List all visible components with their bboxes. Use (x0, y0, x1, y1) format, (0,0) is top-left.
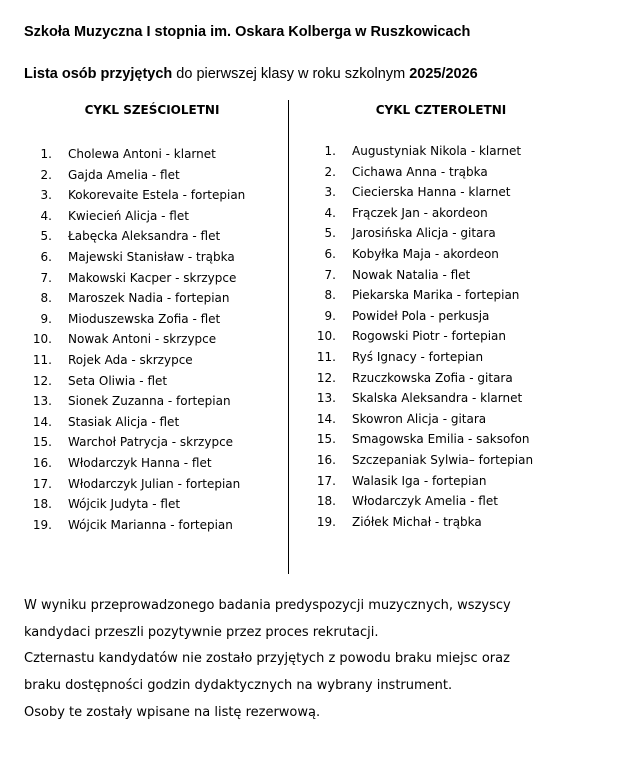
item-number: 2. (324, 164, 336, 179)
student-entry: Augustyniak Nikola - klarnet (352, 144, 522, 158)
list-item (314, 409, 533, 430)
student-entry: Ziółek Michał - trąbka (352, 514, 482, 529)
list-item (30, 226, 245, 247)
column-divider (288, 100, 289, 574)
note-line: Czternastu kandydatów nie zostało przyjętych z powodu braku miejsc oraz (24, 651, 510, 667)
list-item (314, 368, 533, 389)
item-number: 1. (324, 144, 336, 158)
list-item (30, 432, 245, 453)
list-item (30, 453, 245, 474)
student-entry: Włodarczyk Amelia - flet (352, 494, 498, 509)
list-item (30, 391, 245, 412)
list-item (314, 388, 533, 409)
student-entry: Wójcik Marianna - fortepian (68, 517, 233, 532)
list-item (30, 288, 245, 309)
list-item (314, 450, 533, 471)
list-item (30, 371, 245, 392)
student-entry: Wójcik Judyta - flet (68, 497, 181, 512)
student-entry: Szczepaniak Sylwia– fortepian (352, 452, 534, 467)
list-item (30, 185, 245, 206)
list-item (314, 244, 533, 265)
list-item (30, 309, 245, 330)
list-item (30, 206, 245, 227)
student-entry: Seta Oliwia - flet (68, 373, 168, 388)
student-entry: Piekarska Marika - fortepian (352, 288, 520, 303)
item-number: 3. (40, 188, 52, 203)
list-item (314, 306, 533, 327)
item-number: 7. (40, 270, 52, 285)
student-entry: Skalska Aleksandra - klarnet (352, 391, 523, 406)
document-title: Szkoła Muzyczna I stopnia im. Oskara Kolberga w Ruszkowicach (24, 24, 471, 40)
item-number: 1. (40, 147, 52, 161)
item-number: 13. (316, 391, 336, 406)
item-number: 12. (316, 370, 336, 385)
list-item (314, 182, 533, 203)
list-item (30, 268, 245, 289)
student-entry: Powideł Pola - perkusja (352, 308, 490, 323)
item-number: 14. (32, 414, 52, 429)
list-item (30, 329, 245, 350)
note-line: kandydaci przeszli pozytywnie przez proces rekrutacji. (24, 624, 379, 640)
item-number: 10. (32, 332, 52, 347)
list-item (314, 326, 533, 347)
student-entry: Mioduszewska Zofia - flet (68, 311, 221, 326)
item-number: 2. (40, 167, 52, 182)
item-number: 13. (32, 394, 52, 409)
subtitle-text: do pierwszej klasy w roku szkolnym (172, 66, 410, 82)
four-year-cycle-list (314, 141, 533, 532)
student-entry: Makowski Kacper - skrzypce (68, 270, 237, 285)
item-number: 18. (316, 494, 336, 509)
list-item (30, 144, 245, 165)
item-number: 5. (324, 226, 336, 241)
item-number: 14. (316, 411, 336, 426)
note-line: braku dostępności godzin dydaktycznych na wybrany instrument. (24, 678, 453, 694)
list-item (30, 165, 245, 186)
item-number: 15. (316, 432, 336, 447)
list-item (314, 491, 533, 512)
document-subtitle (24, 66, 478, 82)
list-item (314, 285, 533, 306)
list-item (30, 350, 245, 371)
student-entry: Majewski Stanisław - trąbka (68, 249, 235, 264)
item-number: 11. (32, 352, 52, 367)
item-number: 8. (40, 291, 52, 306)
list-item (314, 141, 533, 162)
student-entry: Smagowska Emilia - saksofon (352, 432, 530, 447)
list-item (30, 494, 245, 515)
student-entry: Rojek Ada - skrzypce (68, 352, 193, 367)
item-number: 15. (32, 435, 52, 450)
list-item (30, 515, 245, 536)
item-number: 7. (324, 267, 336, 282)
student-entry: Ciecierska Hanna - klarnet (352, 185, 511, 200)
student-entry: Walasik Iga - fortepian (352, 473, 487, 488)
list-item (314, 429, 533, 450)
six-year-cycle-list (30, 144, 245, 535)
list-item (314, 471, 533, 492)
item-number: 11. (316, 349, 336, 364)
item-number: 5. (40, 229, 52, 244)
student-entry: Nowak Antoni - skrzypce (68, 332, 217, 347)
student-entry: Ryś Ignacy - fortepian (352, 349, 484, 364)
student-entry: Kobyłka Maja - akordeon (352, 246, 499, 261)
subtitle-lead: Lista osób przyjętych (24, 66, 173, 82)
list-item (314, 223, 533, 244)
item-number: 3. (324, 185, 336, 200)
item-number: 16. (32, 455, 52, 470)
school-year: 2025/2026 (409, 66, 478, 82)
item-number: 17. (32, 476, 52, 491)
student-entry: Frączek Jan - akordeon (352, 205, 488, 220)
student-entry: Maroszek Nadia - fortepian (68, 291, 230, 306)
item-number: 18. (32, 497, 52, 512)
item-number: 8. (324, 288, 336, 303)
item-number: 4. (324, 205, 336, 220)
student-entry: Cholewa Antoni - klarnet (68, 147, 216, 161)
note-line: W wyniku przeprowadzonego badania predyspozycji muzycznych, wszyscy (24, 598, 511, 613)
item-number: 19. (316, 514, 336, 529)
student-entry: Sionek Zuzanna - fortepian (68, 394, 231, 409)
item-number: 12. (32, 373, 52, 388)
student-entry: Stasiak Alicja - flet (68, 414, 180, 429)
item-number: 6. (40, 249, 52, 264)
admission-note (24, 593, 604, 726)
student-entry: Skowron Alicja - gitara (352, 411, 487, 426)
student-entry: Kokorevaite Estela - fortepian (68, 188, 246, 203)
item-number: 17. (316, 473, 336, 488)
student-entry: Łabęcka Aleksandra - flet (68, 229, 221, 244)
item-number: 19. (32, 517, 52, 532)
student-entry: Rogowski Piotr - fortepian (352, 329, 507, 344)
list-item (314, 512, 533, 533)
item-number: 9. (324, 308, 336, 323)
list-item (30, 474, 245, 495)
list-item (314, 203, 533, 224)
list-item (30, 247, 245, 268)
item-number: 10. (316, 329, 336, 344)
student-entry: Włodarczyk Julian - fortepian (68, 476, 241, 491)
list-item (314, 265, 533, 286)
student-entry: Rzuczkowska Zofia - gitara (352, 370, 513, 385)
student-entry: Warchoł Patrycja - skrzypce (68, 435, 234, 450)
item-number: 16. (316, 452, 336, 467)
list-item (30, 412, 245, 433)
student-entry: Włodarczyk Hanna - flet (68, 455, 212, 470)
six-year-cycle-heading: CYKL SZEŚCIOLETNI (84, 103, 220, 117)
four-year-cycle-heading: CYKL CZTEROLETNI (375, 103, 507, 117)
student-entry: Nowak Natalia - flet (352, 267, 471, 282)
student-entry: Kwiecień Alicja - flet (68, 208, 189, 223)
item-number: 4. (40, 208, 52, 223)
student-entry: Cichawa Anna - trąbka (352, 164, 488, 179)
note-line: Osoby te zostały wpisane na listę rezerwową. (24, 704, 321, 720)
student-entry: Gajda Amelia - flet (68, 167, 180, 182)
list-item (314, 347, 533, 368)
student-entry: Jarosińska Alicja - gitara (352, 226, 496, 241)
list-item (314, 162, 533, 183)
item-number: 6. (324, 246, 336, 261)
item-number: 9. (40, 311, 52, 326)
